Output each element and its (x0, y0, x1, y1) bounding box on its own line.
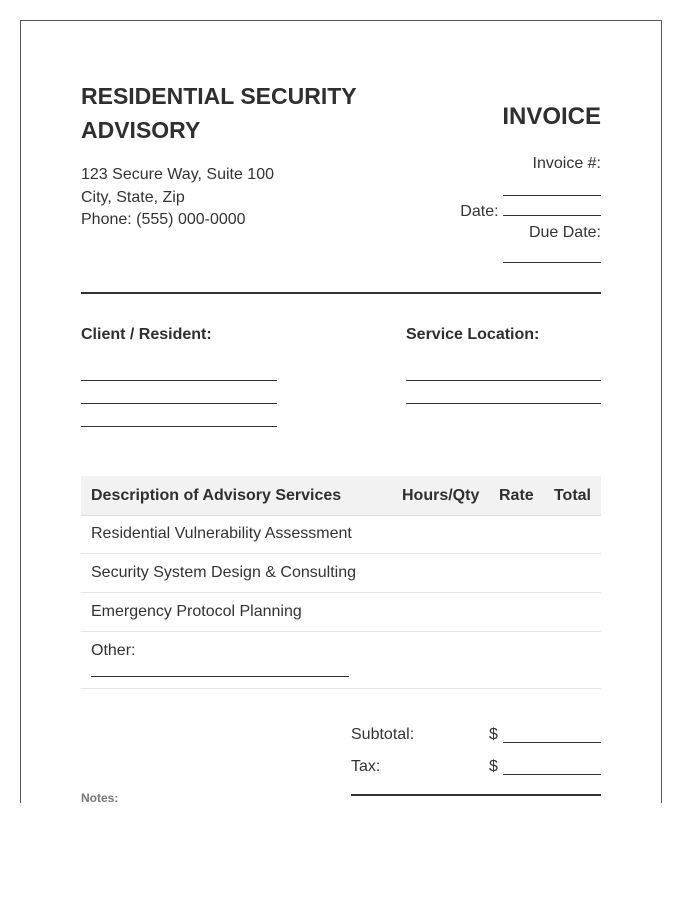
invoice-date-row (460, 201, 601, 221)
client-label: Client / Resident: (81, 326, 212, 343)
invoice-date-blank[interactable] (503, 201, 601, 216)
company-phone: Phone: (555) 000-0000 (81, 211, 246, 228)
client-line-3[interactable] (81, 426, 277, 427)
client-line-1[interactable] (81, 380, 277, 381)
service-description: Residential Vulnerability Assessment (91, 525, 352, 542)
totals-divider (351, 794, 601, 796)
service-location-label: Service Location: (406, 326, 540, 343)
header-rate: Rate (499, 487, 534, 504)
notes-label: Notes: (81, 791, 119, 803)
service-description: Emergency Protocol Planning (91, 603, 302, 620)
table-row (81, 632, 601, 689)
subtotal-blank[interactable] (503, 742, 601, 743)
other-service-blank[interactable] (91, 676, 349, 677)
invoice-title: INVOICE (502, 103, 601, 130)
table-row (81, 593, 601, 632)
header-divider (81, 292, 601, 294)
other-service-label: Other: (91, 642, 136, 659)
tax-blank[interactable] (503, 774, 601, 775)
company-name: RESIDENTIAL SECURITY ADVISORY (81, 83, 357, 143)
client-line-2[interactable] (81, 403, 277, 404)
header-description: Description of Advisory Services (91, 487, 342, 504)
service-description: Security System Design & Consulting (91, 564, 356, 581)
services-table-header (81, 476, 601, 516)
invoice-number-label: Invoice #: (532, 155, 601, 172)
company-address-line2: City, State, Zip (81, 189, 185, 206)
invoice-number-blank[interactable] (503, 195, 601, 196)
tax-label: Tax: (351, 758, 381, 775)
company-address-line1: 123 Secure Way, Suite 100 (81, 166, 274, 183)
header-hours-qty: Hours/Qty (402, 487, 480, 504)
tax-currency: $ (489, 758, 498, 775)
invoice-due-date-label: Due Date: (528, 224, 601, 241)
header-total: Total (553, 487, 591, 504)
invoice-date-label: Date: (460, 203, 499, 220)
table-row (81, 515, 601, 554)
location-line-2[interactable] (406, 403, 601, 404)
location-line-1[interactable] (406, 380, 601, 381)
subtotal-currency: $ (489, 726, 498, 743)
table-row (81, 554, 601, 593)
subtotal-label: Subtotal: (351, 726, 415, 743)
invoice-sheet (20, 20, 662, 803)
invoice-due-date-blank[interactable] (503, 262, 601, 263)
